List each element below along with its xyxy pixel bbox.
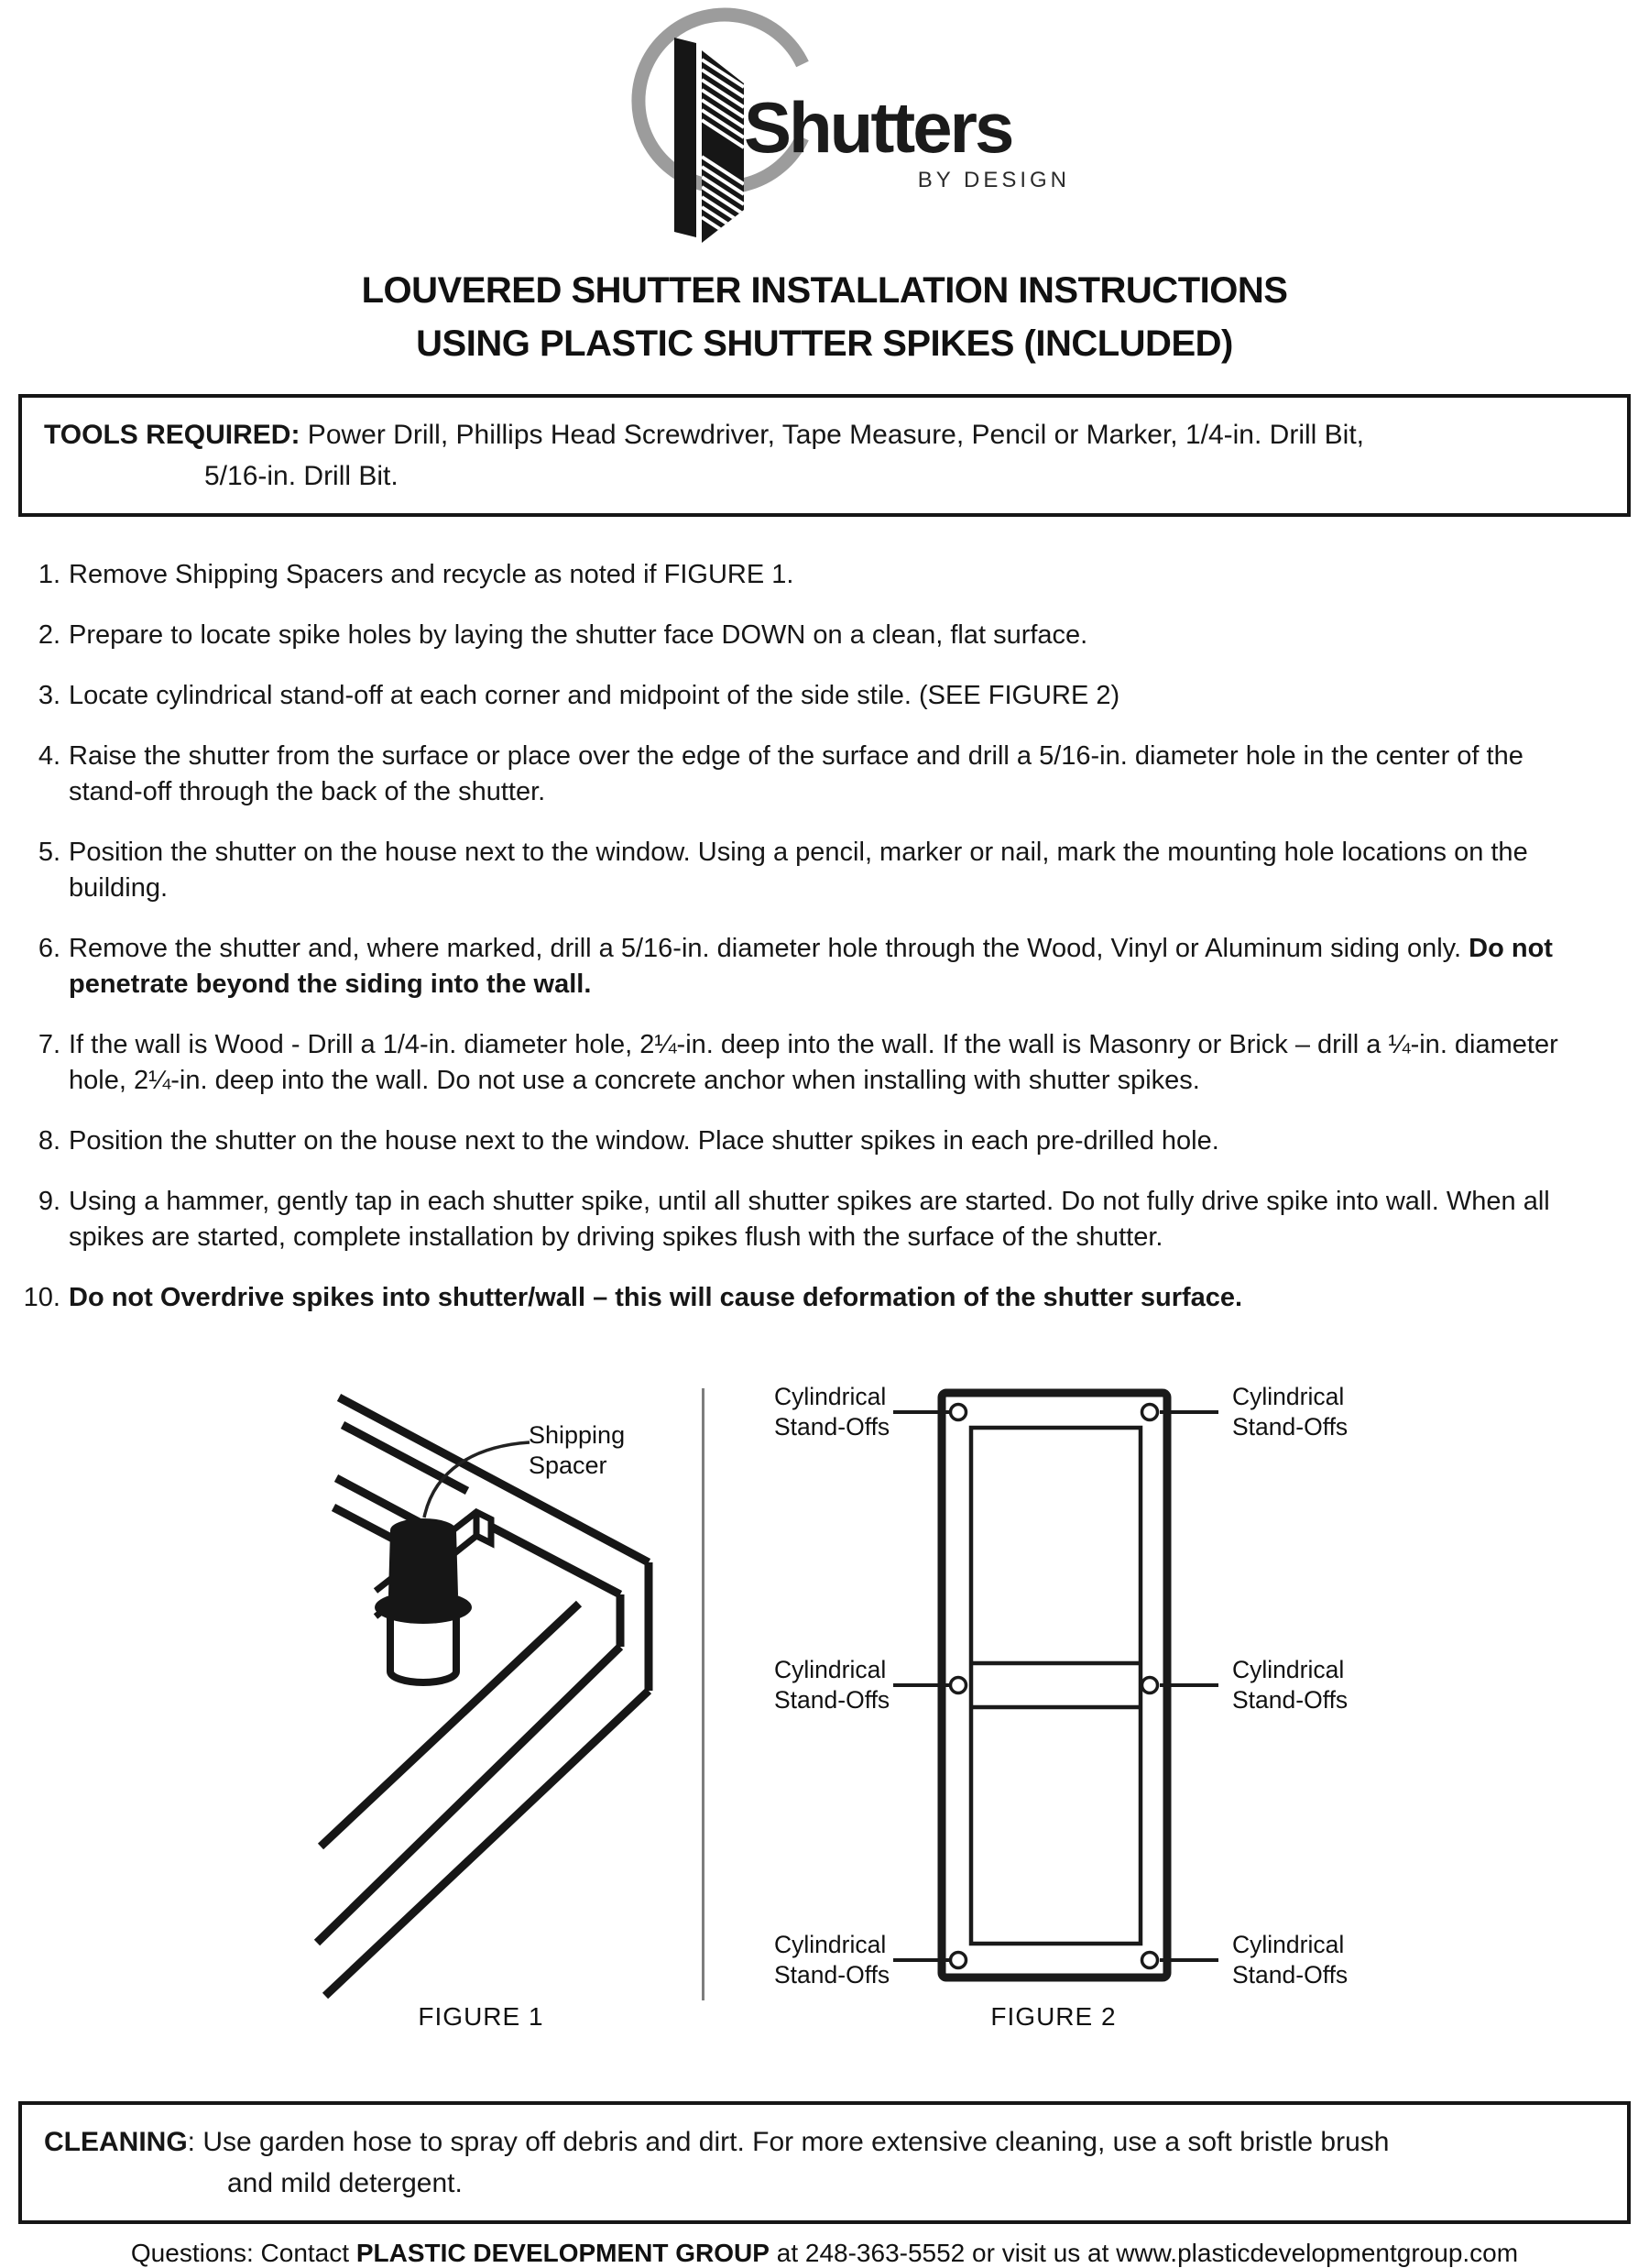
instruction-item: 1. Remove Shipping Spacers and recycle as noted if FIGURE 1. <box>69 557 1589 593</box>
figure2-caption: FIGURE 2 <box>990 2002 1117 2031</box>
page-title <box>0 264 1649 370</box>
standoff-label: Cylindrical Stand-Offs <box>774 1383 890 1441</box>
tools-required-label: TOOLS REQUIRED: <box>44 420 300 450</box>
instruction-item: 9. Using a hammer, gently tap in each shutter spike, until all shutter spikes are started. Do not fully drive spike into wall. When all spikes are started, complete installation by driving spikes flush with the surface of the shutter. <box>69 1184 1589 1255</box>
standoff-label: Cylindrical Stand-Offs <box>774 1931 890 1989</box>
instruction-number: 4. <box>38 741 60 771</box>
title-line-1: LOUVERED SHUTTER INSTALLATION INSTRUCTIONS <box>361 270 1288 311</box>
company-name: PLASTIC DEVELOPMENT GROUP <box>355 2239 770 2267</box>
tools-required-box <box>18 394 1631 517</box>
instruction-number: 6. <box>38 934 60 963</box>
figure1-shipping-spacer-drawing <box>165 1364 733 2005</box>
cleaning-label: CLEANING <box>44 2127 188 2157</box>
brand-tagline: BY DESIGN <box>917 168 1070 192</box>
instruction-item: 2. Prepare to locate spike holes by laying the shutter face DOWN on a clean, flat surface. <box>69 618 1589 653</box>
footer-contact: Questions: Contact PLASTIC DEVELOPMENT GROUP at 248-363-5552 or visit us at www.plasticdevelopmentgroup.com <box>130 2239 1519 2267</box>
instruction-number: 9. <box>38 1187 60 1216</box>
instructions-list <box>23 557 1623 1316</box>
tools-required-text: TOOLS REQUIRED: Power Drill, Phillips Head Screwdriver, Tape Measure, Pencil or Marker, 1/4-in. Drill Bit, 5/16-in. Drill Bit. <box>44 420 1364 491</box>
standoff-label: Cylindrical Stand-Offs <box>774 1656 890 1714</box>
standoff-label: Cylindrical Stand-Offs <box>1232 1656 1349 1714</box>
instruction-number: 8. <box>38 1126 60 1156</box>
instruction-item: 4. Raise the shutter from the surface or place over the edge of the surface and drill a 5/16-in. diameter hole in the center of the stand-off through the back of the shutter. <box>69 739 1589 810</box>
cleaning-text: CLEANING: Use garden hose to spray off debris and dirt. For more extensive cleaning, use a soft bristle brush and mild detergent. <box>44 2127 1390 2198</box>
instruction-item: 3. Locate cylindrical stand-off at each corner and midpoint of the side stile. (SEE FIGURE 2) <box>69 678 1589 714</box>
instruction-item: 7. If the wall is Wood - Drill a 1/4-in. diameter hole, 2¼-in. deep into the wall. If the wall is Masonry or Brick – drill a ¼-in. diameter hole, 2¼-in. deep into the wall. Do not use a concrete anchor when installing with shutter spikes. <box>69 1027 1589 1099</box>
instruction-item: 8. Position the shutter on the house next to the window. Place shutter spikes in each pre-drilled hole. <box>69 1123 1589 1159</box>
figures-panel <box>0 1341 1649 2066</box>
standoff-label: Cylindrical Stand-Offs <box>1232 1931 1349 1989</box>
instruction-item: 5. Position the shutter on the house next to the window. Using a pencil, marker or nail, mark the mounting hole locations on the building. <box>69 835 1589 906</box>
instruction-number: 7. <box>38 1030 60 1059</box>
instruction-item: 6. Remove the shutter and, where marked, drill a 5/16-in. diameter hole through the Wood, Vinyl or Aluminum siding only. Do not penetrate beyond the siding into the wall. <box>69 931 1589 1003</box>
cleaning-box <box>18 2101 1631 2224</box>
instruction-item: 10. Do not Overdrive spikes into shutter/wall – this will cause deformation of the shutter surface. <box>69 1280 1589 1316</box>
instruction-number: 2. <box>38 620 60 650</box>
logo <box>0 0 1649 246</box>
instruction-number: 3. <box>38 681 60 710</box>
title-line-2: USING PLASTIC SHUTTER SPIKES (INCLUDED) <box>416 323 1233 364</box>
instruction-number: 10. <box>23 1283 60 1312</box>
brand-name: Shutters <box>744 87 1012 168</box>
instruction-number: 1. <box>38 560 60 589</box>
figure1-caption: FIGURE 1 <box>418 2002 544 2031</box>
instruction-number: 5. <box>38 838 60 867</box>
shipping-spacer-label: Shipping Spacer <box>529 1421 626 1479</box>
standoff-label: Cylindrical Stand-Offs <box>1232 1383 1349 1441</box>
